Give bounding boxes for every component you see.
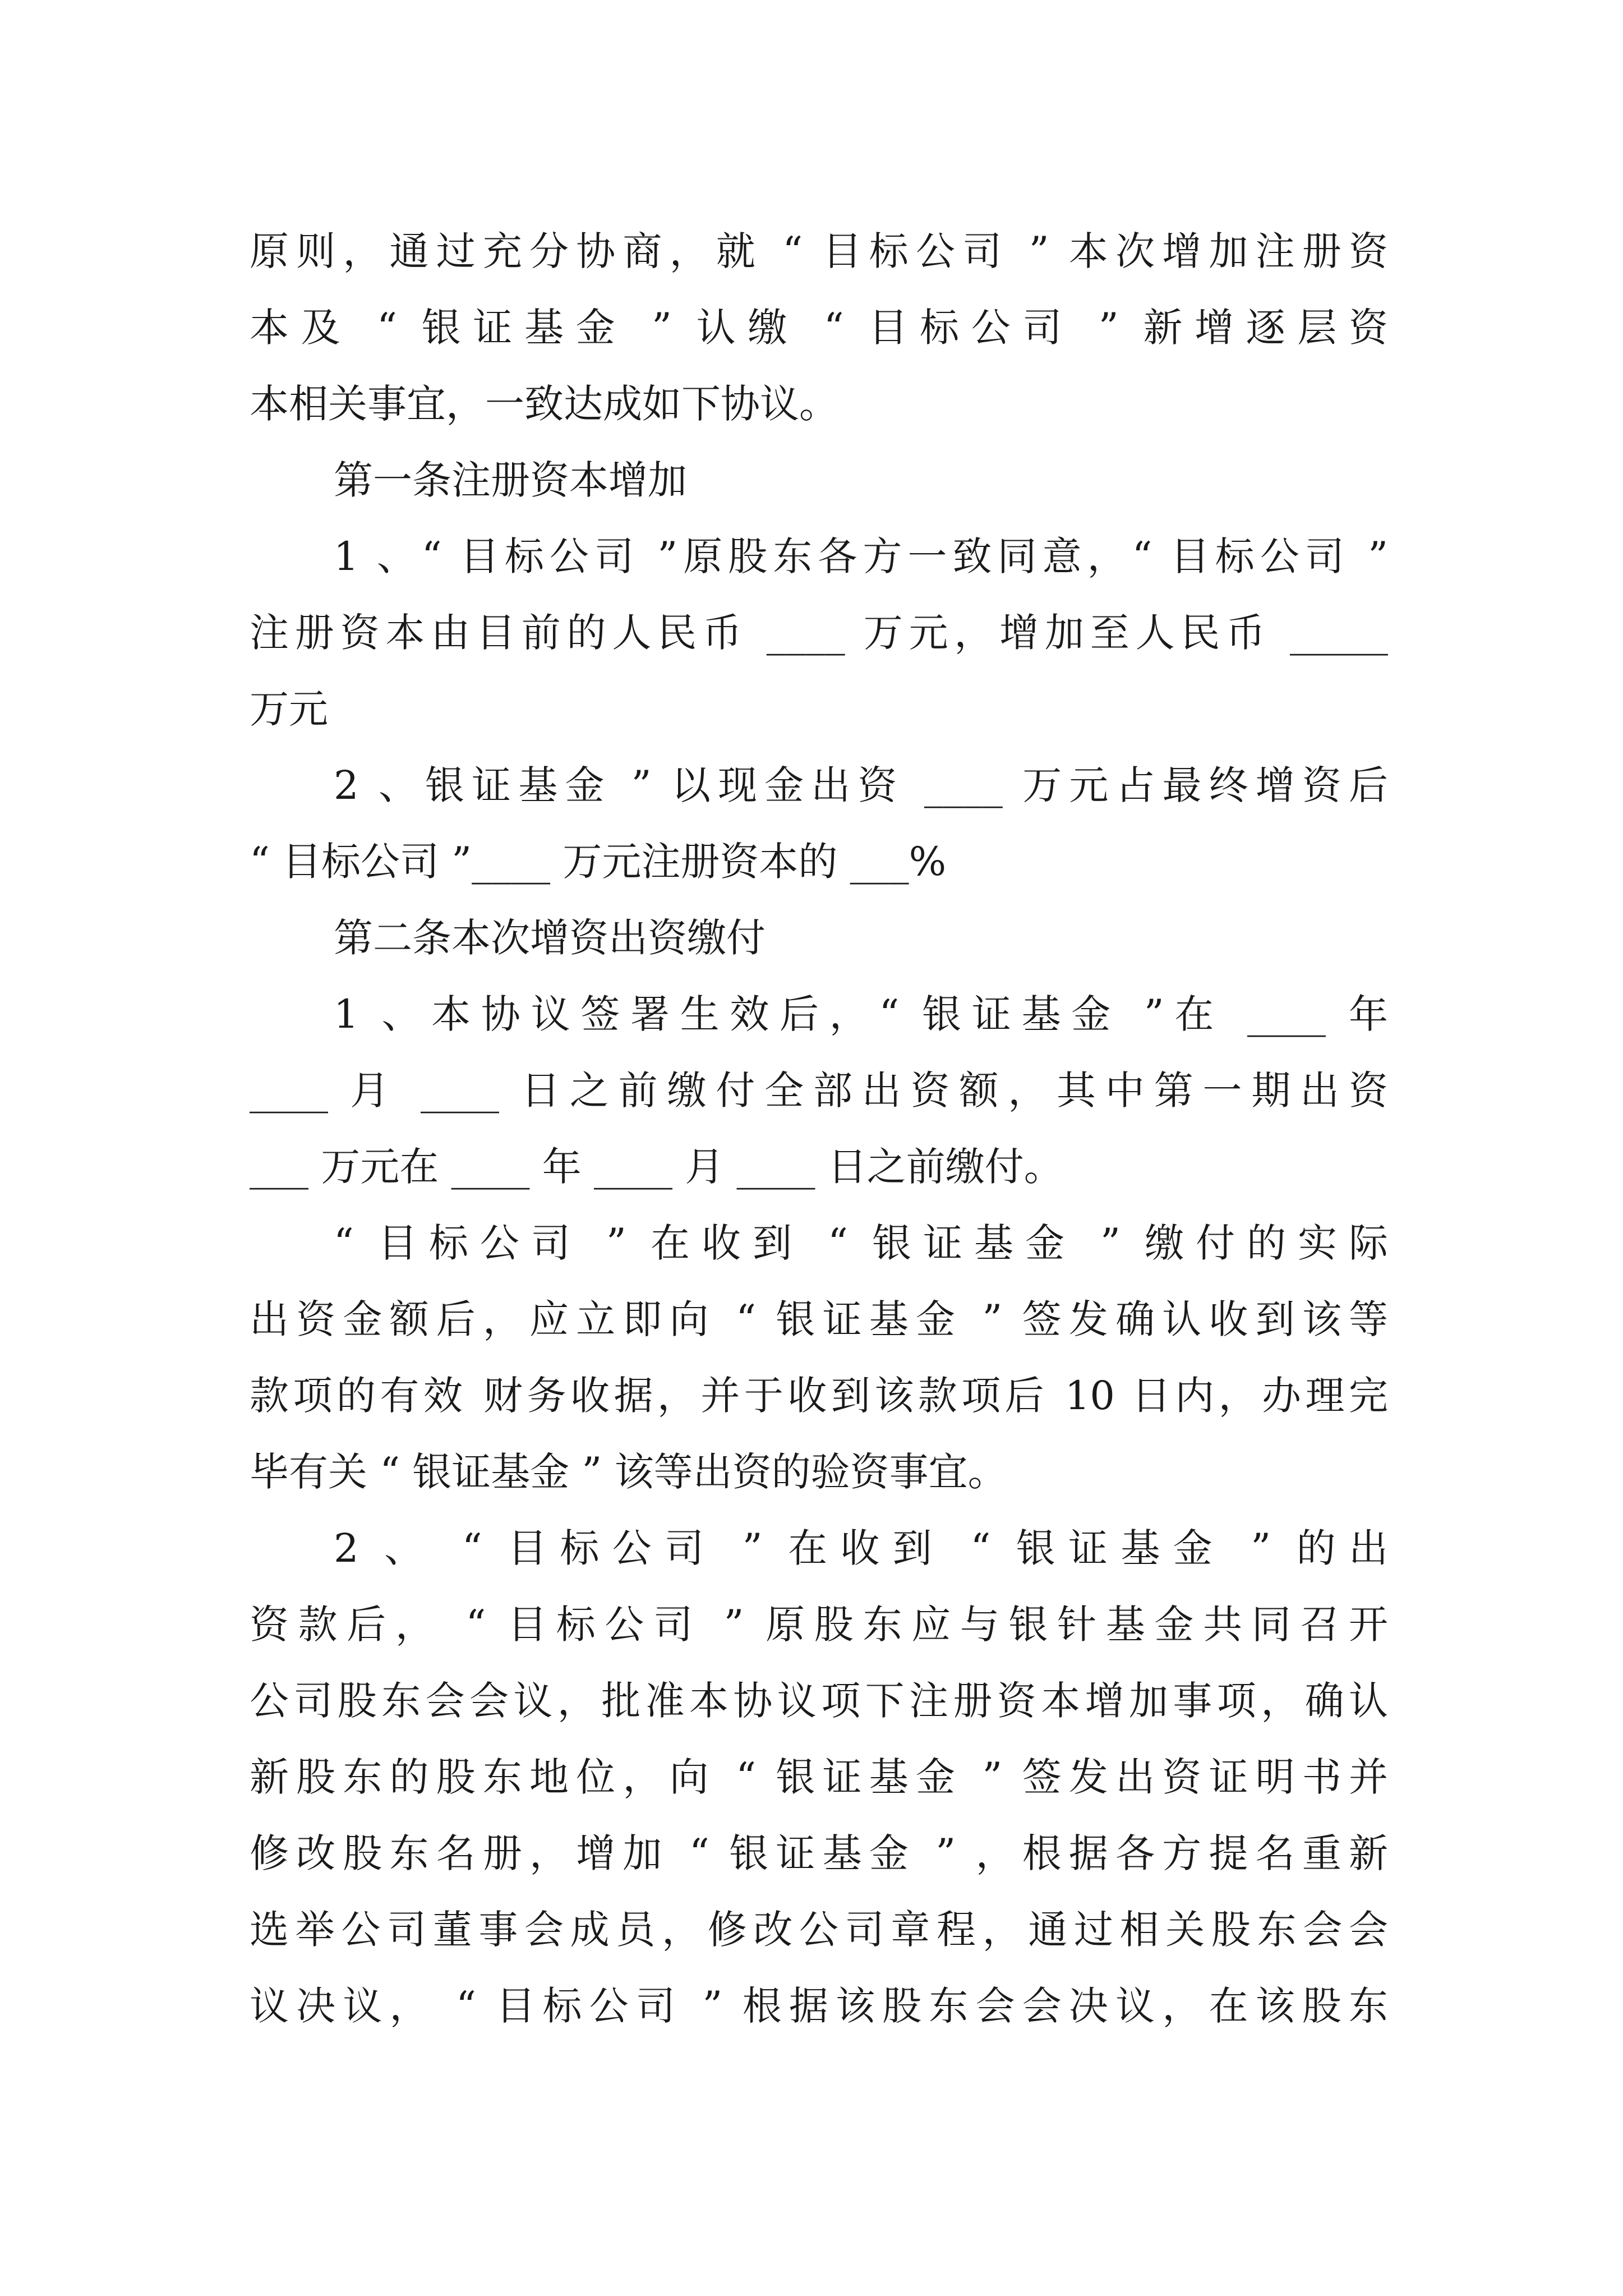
paragraph-line: “ 目标公司 ” 在收到 “ 银证基金 ” 缴付的实际	[334, 1220, 1388, 1266]
paragraph-line: 公司股东会会议，批准本协议项下注册资本增加事项，确认	[250, 1678, 1388, 1724]
paragraph-line: 出资金额后，应立即向 “ 银证基金 ” 签发确认收到该等	[250, 1296, 1388, 1342]
paragraph-line: 款项的有效 财务收据，并于收到该款项后 10 日内，办理完	[250, 1373, 1388, 1419]
paragraph-line: ____ 月 ____ 日之前缴付全部出资额，其中第一期出资	[250, 1068, 1388, 1114]
paragraph-line: 本及 “ 银证基金 ” 认缴 “ 目标公司 ” 新增逐层资	[250, 305, 1388, 351]
paragraph-line: 2 、银证基金 ” 以现金出资 ____ 万元占最终增资后	[334, 762, 1388, 808]
section-heading: 第二条本次增资出资缴付	[334, 915, 766, 961]
paragraph-line: 修改股东名册，增加 “ 银证基金 ” ，根据各方提名重新	[250, 1830, 1388, 1876]
paragraph-line: 1 、本协议签署生效后，“ 银证基金 ”在 ____ 年	[334, 991, 1388, 1037]
section-heading: 第一条注册资本增加	[334, 457, 687, 503]
paragraph-line: 选举公司董事会成员，修改公司章程，通过相关股东会会	[250, 1907, 1388, 1953]
paragraph-line: 议决议， “ 目标公司 ” 根据该股东会会决议，在该股东	[250, 1983, 1388, 2029]
paragraph-line: 注册资本由目前的人民币 ____ 万元，增加至人民币 _____	[250, 610, 1388, 656]
paragraph-line: “ 目标公司 ”____ 万元注册资本的 ___%	[250, 839, 947, 885]
paragraph-line: 本相关事宜，一致达成如下协议。	[250, 381, 838, 427]
paragraph-line: 新股东的股东地位，向 “ 银证基金 ” 签发出资证明书并	[250, 1754, 1388, 1800]
paragraph-line: 毕有关 “ 银证基金 ” 该等出资的验资事宜。	[250, 1449, 1007, 1495]
paragraph-line: 原则，通过充分协商，就 “ 目标公司 ” 本次增加注册资	[250, 228, 1388, 274]
document-body	[250, 213, 1388, 2044]
paragraph-line: 1 、“ 目标公司 ”原股东各方一致同意，“ 目标公司 ”	[334, 533, 1388, 579]
paragraph-line: 资款后， “ 目标公司 ” 原股东应与银针基金共同召开	[250, 1602, 1388, 1648]
paragraph-line: 万元	[250, 686, 328, 732]
paragraph-line: ___ 万元在 ____ 年 ____ 月 ____ 日之前缴付。	[250, 1144, 1063, 1190]
paragraph-line: 2 、 “ 目标公司 ” 在收到 “ 银证基金 ” 的出	[334, 1525, 1388, 1571]
